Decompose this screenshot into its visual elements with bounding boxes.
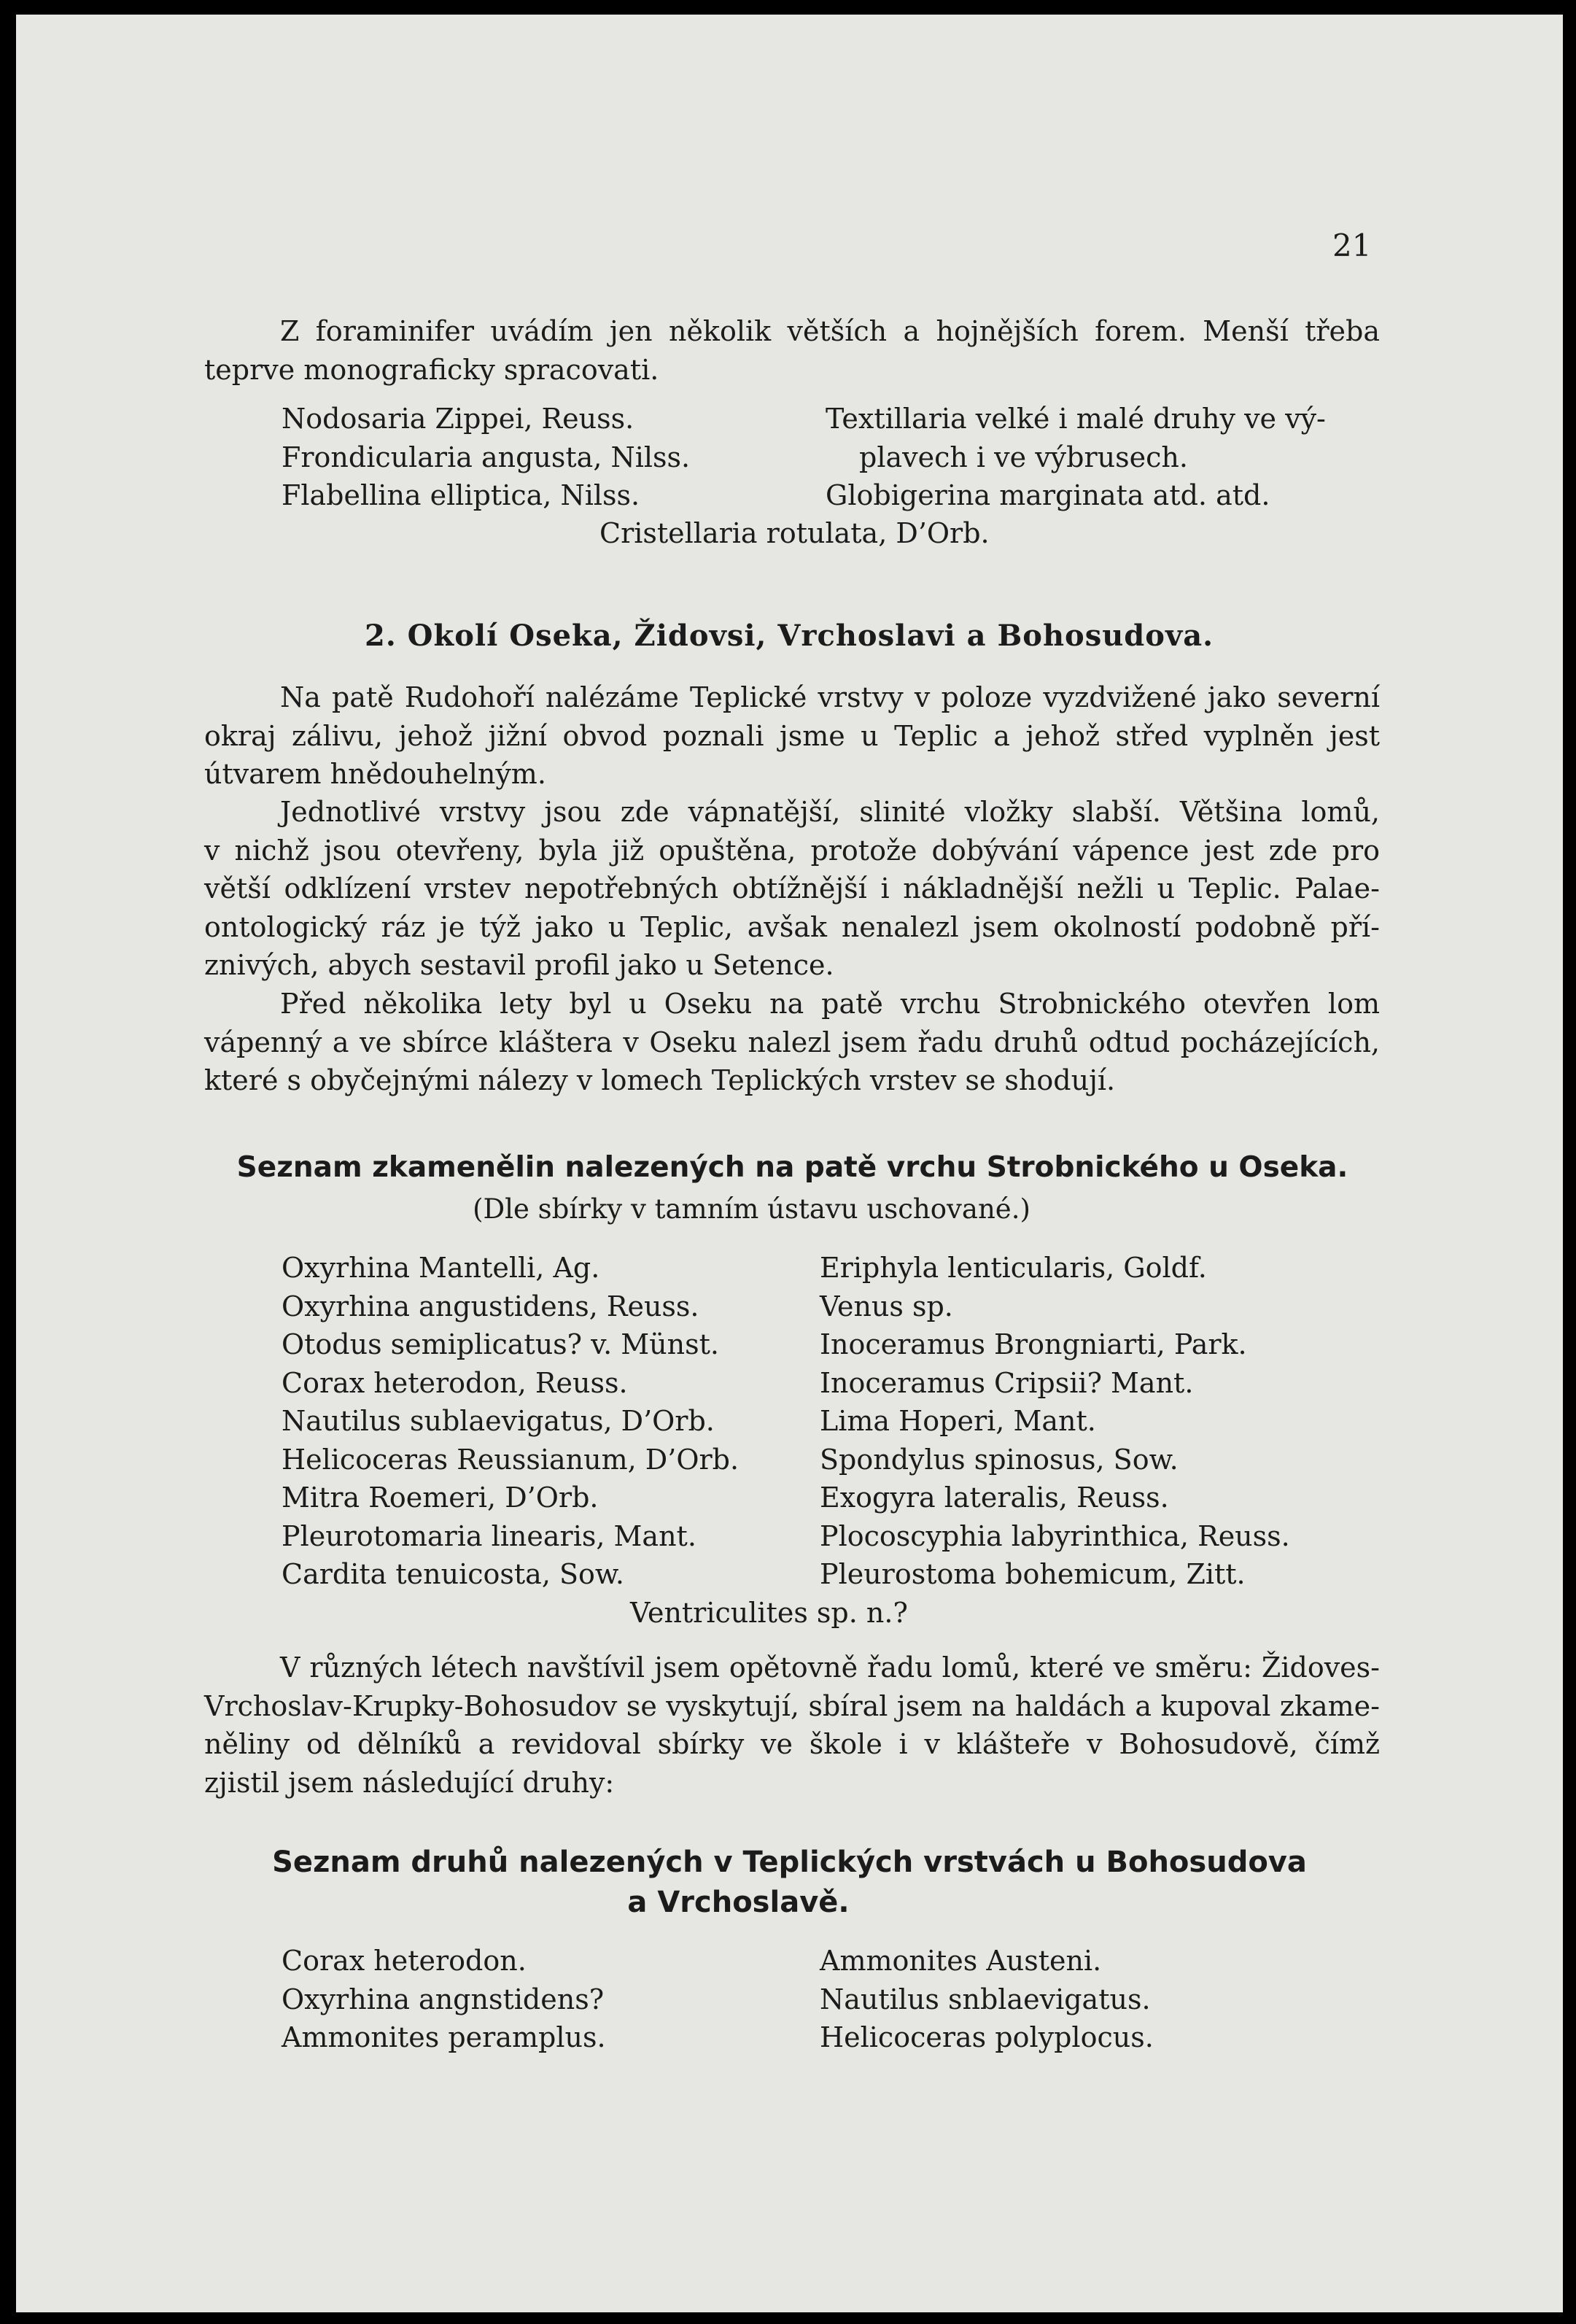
species-item: Ammonites peramplus.: [282, 2021, 606, 2053]
paragraph-line: větší odklízení vrstev nepotřebných obtížnější i nákladnější nežli u Teplic. Palae-: [204, 872, 1380, 905]
species-item: plavech i ve výbrusech.: [859, 441, 1188, 473]
species-item: Nodosaria Zippei, Reuss.: [282, 403, 634, 435]
list-heading: a Vrchoslavě.: [627, 1886, 850, 1919]
species-right-column: [820, 1249, 1290, 1594]
species-item: Spondylus spinosus, Sow.: [820, 1443, 1179, 1476]
paragraph-line: v nichž jsou otevřeny, byla již opuštěna, protože dobývání vápence jest zde pro: [204, 834, 1380, 867]
species-item-centered: Ventriculites sp. n.?: [630, 1597, 908, 1629]
species-item: Helicoceras polyplocus.: [820, 2021, 1154, 2053]
intro-paragraph: [204, 312, 1380, 389]
species-item: Nautilus sublaevigatus, D’Orb.: [282, 1405, 715, 1437]
species-item: Lima Hoperi, Mant.: [820, 1405, 1096, 1437]
species-left-column: [282, 1249, 739, 1594]
species-item: Exogyra lateralis, Reuss.: [820, 1481, 1169, 1514]
species-item: Venus sp.: [820, 1290, 953, 1322]
foraminifera-left-column: [282, 400, 690, 515]
species-item: Plocoscyphia labyrinthica, Reuss.: [820, 1519, 1290, 1552]
paragraph: [204, 793, 1380, 985]
page-number: 21: [1332, 228, 1372, 263]
paragraph-line: něliny od dělníků a revidoval sbírky ve škole i v klášteře v Bohosudově, čímž: [204, 1728, 1380, 1760]
species-item: Inoceramus Cripsii? Mant.: [820, 1366, 1194, 1399]
species-item: Pleurostoma bohemicum, Zitt.: [820, 1558, 1246, 1590]
species-item: Ammonites Austeni.: [820, 1945, 1102, 1977]
paragraph-line: Před několika lety byl u Oseku na patě vrchu Strobnického otevřen lom: [280, 988, 1380, 1020]
paragraph-line: Vrchoslav-Krupky-Bohosudov se vyskytují, sbíral jsem na haldách a kupoval zkame-: [204, 1689, 1380, 1722]
species-item: Mitra Roemeri, D’Orb.: [282, 1481, 599, 1514]
paragraph-line: Na patě Rudohoří nalézáme Teplické vrstvy v poloze vyzdvižené jako severní: [280, 681, 1380, 713]
species-item: Frondicularia angusta, Nilss.: [282, 441, 691, 473]
species-item: Otodus semiplicatus? v. Münst.: [282, 1328, 719, 1360]
species-right-column: [820, 1942, 1154, 2057]
paragraph-line: vápenný a ve sbírce kláštera v Oseku nalezl jsem řadu druhů odtud pocházejících,: [204, 1026, 1380, 1058]
species-item: Corax heterodon, Reuss.: [282, 1366, 628, 1399]
species-item: Oxyrhina Mantelli, Ag.: [282, 1252, 600, 1284]
species-item: Eriphyla lenticularis, Goldf.: [820, 1252, 1207, 1284]
species-item: Pleurotomaria linearis, Mant.: [282, 1519, 696, 1552]
species-left-column: [282, 1942, 606, 2057]
paragraph-line: které s obyčejnými nálezy v lomech Teplických vrstev se shodují.: [204, 1064, 1116, 1096]
paragraph: [204, 1649, 1380, 1802]
species-item: Helicoceras Reussianum, D’Orb.: [282, 1443, 740, 1476]
paragraph-line: zjistil jsem následující druhy:: [204, 1766, 615, 1799]
species-item: Inoceramus Brongniarti, Park.: [820, 1328, 1247, 1360]
intro-line: teprve monograficky spracovati.: [204, 353, 659, 386]
paragraph: [204, 678, 1380, 794]
section-heading: 2. Okolí Oseka, Židovsi, Vrchoslavi a Bohosudova.: [365, 619, 1214, 653]
species-item: Corax heterodon.: [282, 1945, 527, 1977]
paragraph-line: útvarem hnědouhelným.: [204, 758, 546, 790]
species-item: Textillaria velké i malé druhy ve vý-: [826, 403, 1326, 435]
species-item: Cardita tenuicosta, Sow.: [282, 1558, 624, 1590]
foraminifera-right-column: [826, 400, 1326, 515]
species-item: Globigerina marginata atd. atd.: [826, 479, 1270, 511]
paragraph-line: V různých létech navštívil jsem opětovně řadu lomů, které ve směru: Židoves-: [280, 1651, 1380, 1684]
list-heading: Seznam druhů nalezených v Teplických vrstvách u Bohosudova: [272, 1845, 1307, 1879]
intro-line: Z foraminifer uvádím jen několik větších a hojnějších forem. Menší třeba: [280, 315, 1380, 347]
book-page: [16, 15, 1563, 2312]
list-subheading: (Dle sbírky v tamním ústavu uschované.): [473, 1193, 1030, 1225]
paragraph-line: Jednotlivé vrstvy jsou zde vápnatější, slinité vložky slabší. Většina lomů,: [280, 796, 1380, 828]
paragraph: [204, 985, 1380, 1100]
paragraph-line: znivých, abych sestavil profil jako u Setence.: [204, 949, 834, 981]
species-item: Flabellina elliptica, Nilss.: [282, 479, 640, 511]
species-item: Oxyrhina angnstidens?: [282, 1983, 605, 2015]
species-item-centered: Cristellaria rotulata, D’Orb.: [599, 517, 990, 549]
species-item: Oxyrhina angustidens, Reuss.: [282, 1290, 699, 1322]
paragraph-line: ontologický ráz je týž jako u Teplic, avšak nenalezl jsem okolností podobně pří-: [204, 910, 1380, 943]
paragraph-line: okraj zálivu, jehož jižní obvod poznali jsme u Teplic a jehož střed vyplněn jest: [204, 719, 1380, 752]
species-item: Nautilus snblaevigatus.: [820, 1983, 1151, 2015]
list-heading: Seznam zkamenělin nalezených na patě vrchu Strobnického u Oseka.: [236, 1151, 1348, 1184]
